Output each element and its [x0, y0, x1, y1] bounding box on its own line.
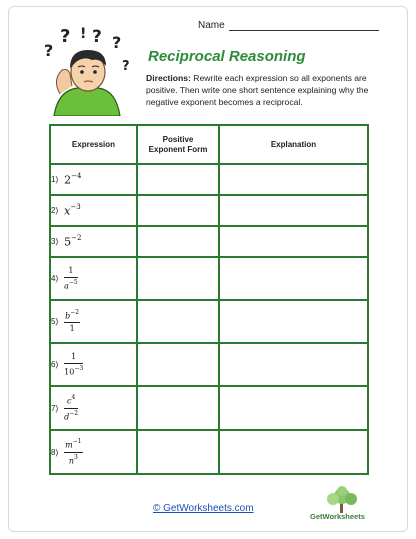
expression-cell: [50, 430, 137, 474]
name-label: Name: [198, 20, 225, 31]
table-row: [50, 430, 368, 474]
explanation-answer[interactable]: [219, 257, 368, 300]
table-row: [50, 195, 368, 226]
expression-cell: [50, 300, 137, 343]
tree-logo-icon: [322, 486, 362, 514]
positive-form-answer[interactable]: [137, 164, 219, 195]
table-header-row: [50, 125, 368, 164]
positive-form-answer[interactable]: [137, 386, 219, 430]
header-positive-exponent-form: Positive Exponent Form: [137, 125, 219, 164]
expression: $5^{-2}$: [64, 233, 82, 249]
item-number: 7): [51, 403, 59, 413]
table-row: [50, 300, 368, 343]
table-row: [50, 257, 368, 300]
svg-text:?: ?: [92, 27, 102, 47]
explanation-answer[interactable]: [219, 195, 368, 226]
expression: $\frac{c^4}{d^{-2}}$: [64, 393, 79, 422]
name-line: [198, 20, 379, 31]
expression-cell: [50, 257, 137, 300]
expression: $\frac{m^{-1}}{n^3}$: [65, 437, 82, 466]
header-explanation: Explanation: [219, 125, 368, 164]
expression-cell: [50, 195, 137, 226]
explanation-answer[interactable]: [219, 343, 368, 386]
logo-text: GetWorksheets: [310, 512, 365, 521]
table-row: [50, 343, 368, 386]
explanation-answer[interactable]: [219, 164, 368, 195]
directions-label: Directions:: [146, 73, 191, 83]
expression-cell: [50, 226, 137, 257]
expression-cell: [50, 343, 137, 386]
expression: $\frac{b^{-2}}{1}$: [65, 308, 80, 334]
item-number: 1): [51, 175, 59, 184]
worksheet-table: [49, 124, 369, 475]
svg-text:?: ?: [60, 26, 71, 47]
item-number: 6): [51, 360, 59, 369]
confused-boy-illustration: [40, 26, 136, 116]
explanation-answer[interactable]: [219, 300, 368, 343]
svg-text:!: !: [80, 26, 87, 42]
item-number: 4): [51, 274, 59, 283]
expression: $\frac{1}{a^{-5}}$: [64, 265, 78, 291]
name-field[interactable]: [229, 20, 379, 31]
positive-form-answer[interactable]: [137, 257, 219, 300]
item-number: 3): [51, 237, 59, 246]
expression-cell: [50, 164, 137, 195]
explanation-answer[interactable]: [219, 430, 368, 474]
explanation-answer[interactable]: [219, 226, 368, 257]
worksheet-title: Reciprocal Reasoning: [148, 48, 306, 65]
positive-form-answer[interactable]: [137, 430, 219, 474]
header-expression: Expression: [50, 125, 137, 164]
item-number: 2): [51, 206, 59, 215]
expression: $2^{-4}$: [64, 171, 82, 187]
item-number: 8): [51, 447, 59, 457]
positive-form-answer[interactable]: [137, 343, 219, 386]
expression-cell: [50, 386, 137, 430]
positive-form-answer[interactable]: [137, 300, 219, 343]
directions-text: Rewrite each expression so all exponents are positive. Then write one short sentence explaining why the negative exponent becomes a reciprocal.: [146, 73, 369, 107]
svg-text:?: ?: [112, 33, 122, 52]
getworksheets-logo: [310, 486, 376, 526]
positive-form-answer[interactable]: [137, 226, 219, 257]
table-row: [50, 164, 368, 195]
expression: $\frac{1}{10^{-3}}$: [64, 351, 84, 377]
table-row: [50, 226, 368, 257]
table-row: [50, 386, 368, 430]
directions: [146, 72, 372, 108]
footer-link[interactable]: © GetWorksheets.com: [153, 503, 254, 514]
explanation-answer[interactable]: [219, 386, 368, 430]
item-number: 5): [51, 317, 59, 326]
positive-form-answer[interactable]: [137, 195, 219, 226]
expression: $x^{-3}$: [64, 202, 81, 218]
svg-text:?: ?: [44, 41, 54, 60]
svg-text:?: ?: [122, 59, 130, 74]
